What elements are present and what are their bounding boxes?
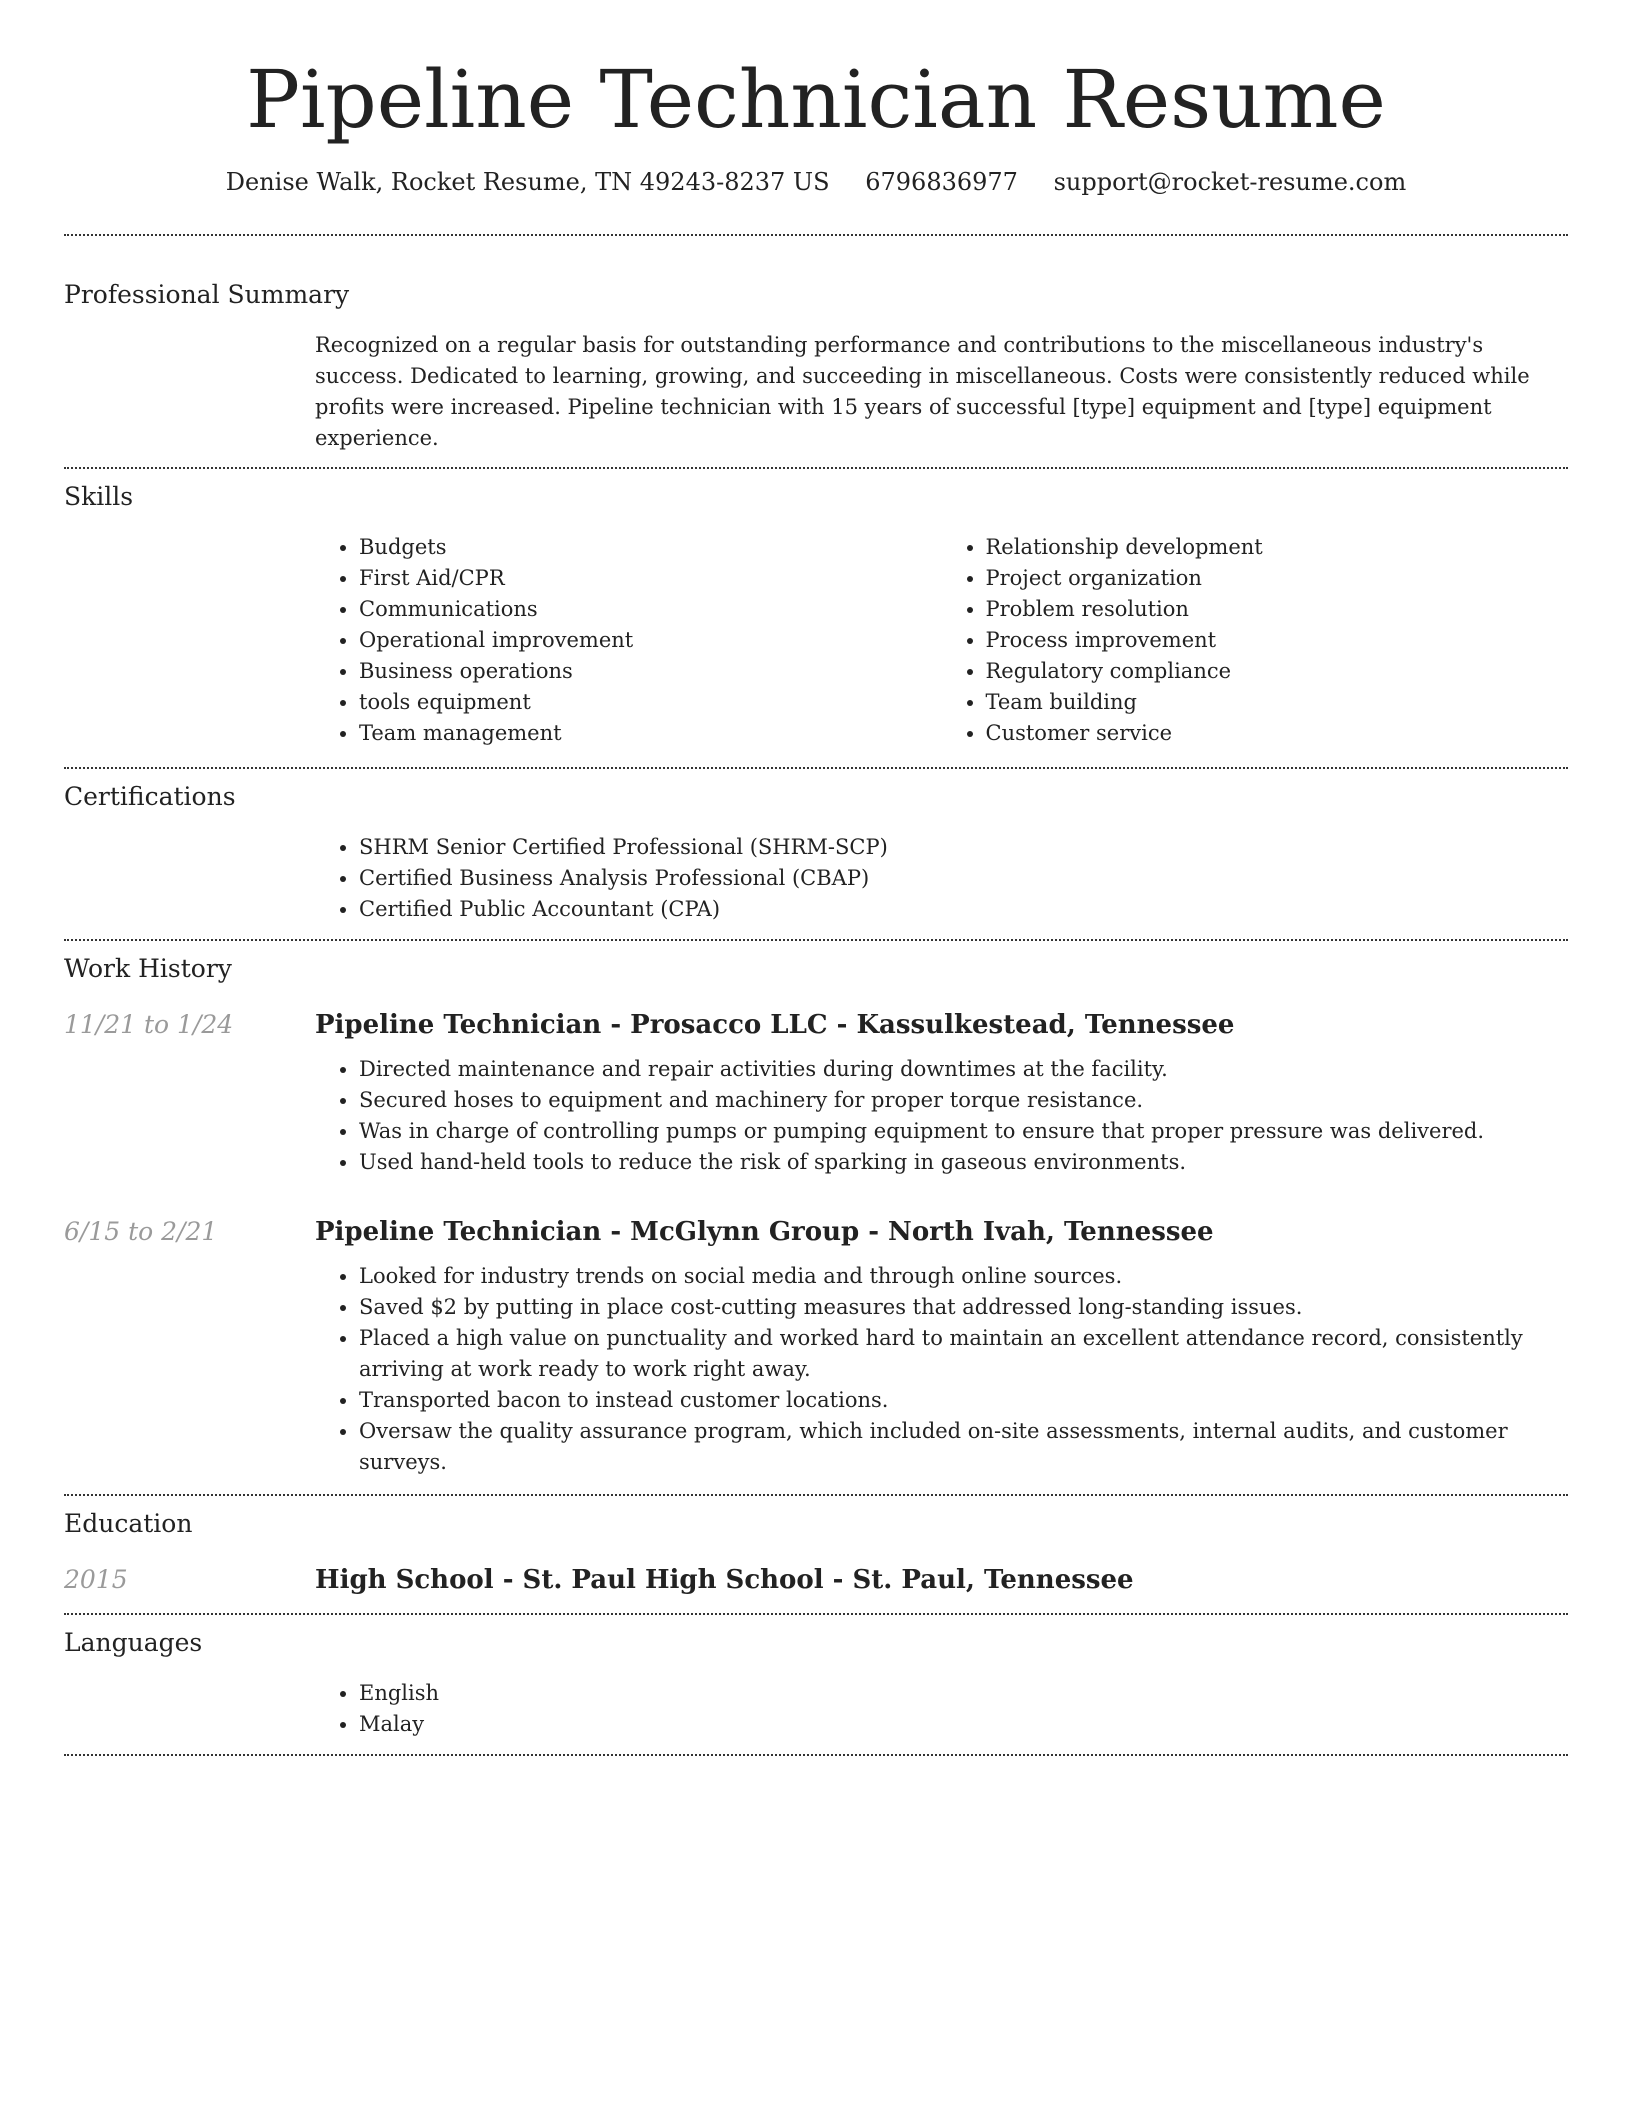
job-entry [64,1008,1568,1178]
list-item: • Problem resolution [986,594,1569,625]
job-entry [64,1215,1568,1478]
list-item: • Placed a high value on punctuality and worked hard to maintain an excellent attendance record, consistently arriving at work ready to work right away. [359,1323,1568,1385]
list-item: • Oversaw the quality assurance program, which included on-site assessments, internal audits, and customer surveys. [359,1416,1568,1478]
summary-section [64,236,1568,454]
languages-section [64,1615,1568,1740]
list-item: • Was in charge of controlling pumps or pumping equipment to ensure that proper pressure was delivered. [359,1116,1568,1147]
section-heading-skills: Skills [64,482,134,511]
list-item: • Process improvement [986,625,1569,656]
list-item: • Directed maintenance and repair activities during downtimes at the facility. [359,1054,1568,1085]
list-item: • Certified Public Accountant (CPA) [359,894,1568,925]
skills-list-left [315,532,942,749]
section-heading-education: Education [64,1509,193,1538]
job-title: Pipeline Technician - Prosacco LLC - Kassulkestead, Tennessee [315,1010,1235,1040]
education-entry [64,1563,1568,1597]
section-heading-languages: Languages [64,1628,203,1657]
list-item: • Project organization [986,563,1569,594]
list-item: • Saved $2 by putting in place cost-cutting measures that addressed long-standing issues. [359,1292,1568,1323]
education-section [64,1496,1568,1597]
education-date: 2015 [64,1565,128,1594]
section-heading-certifications: Certifications [64,782,236,811]
list-item: • Team building [986,687,1569,718]
list-item: • Used hand-held tools to reduce the risk of sparking in gaseous environments. [359,1147,1568,1178]
job-date: 6/15 to 2/21 [64,1217,218,1246]
job-date: 11/21 to 1/24 [64,1010,234,1039]
list-item: • Regulatory compliance [986,656,1569,687]
list-item: • Secured hoses to equipment and machinery for proper torque resistance. [359,1085,1568,1116]
contact-phone: 6796836977 [865,168,1018,196]
list-item: • English [359,1678,1568,1709]
list-item: • tools equipment [359,687,942,718]
job-bullets [315,1261,1568,1478]
languages-list [315,1678,1568,1740]
list-item: • Malay [359,1709,1568,1740]
section-heading-work-history: Work History [64,954,232,983]
list-item: • First Aid/CPR [359,563,942,594]
list-item: • SHRM Senior Certified Professional (SHRM-SCP) [359,832,1568,863]
list-item: • Budgets [359,532,942,563]
work-history-section [64,941,1568,1478]
section-heading-summary: Professional Summary [64,280,350,309]
contact-email: support@rocket-resume.com [1053,168,1407,196]
list-item: • Certified Business Analysis Professional (CBAP) [359,863,1568,894]
resume-title: Pipeline Technician Resume [246,53,1386,146]
list-item: • Operational improvement [359,625,942,656]
resume-page [64,0,1568,1756]
education-title: High School - St. Paul High School - St. Paul, Tennessee [315,1565,1134,1595]
job-bullets [315,1054,1568,1178]
skills-section [64,469,1568,749]
list-item: • Transported bacon to instead customer locations. [359,1385,1568,1416]
contact-address: Denise Walk, Rocket Resume, TN 49243-8237 US [225,168,830,196]
list-item: • Looked for industry trends on social media and through online sources. [359,1261,1568,1292]
list-item: • Communications [359,594,942,625]
certifications-section [64,769,1568,925]
list-item: • Team management [359,718,942,749]
contact-line [64,166,1568,198]
list-item: • Relationship development [986,532,1569,563]
list-item: • Customer service [986,718,1569,749]
summary-text: Recognized on a regular basis for outstanding performance and contributions to the miscellaneous industry's success. Dedicated to learning, growing, and succeeding in miscellaneous. Costs were consistently reduced while profits were increased. Pipeline technician with 15 years of successful [type] equipment and [type] equipment experience. [315,333,1530,450]
list-item: • Business operations [359,656,942,687]
certifications-list [315,832,1568,925]
skills-list-right [942,532,1569,749]
section-divider [64,1754,1568,1756]
job-title: Pipeline Technician - McGlynn Group - North Ivah, Tennessee [315,1217,1214,1247]
